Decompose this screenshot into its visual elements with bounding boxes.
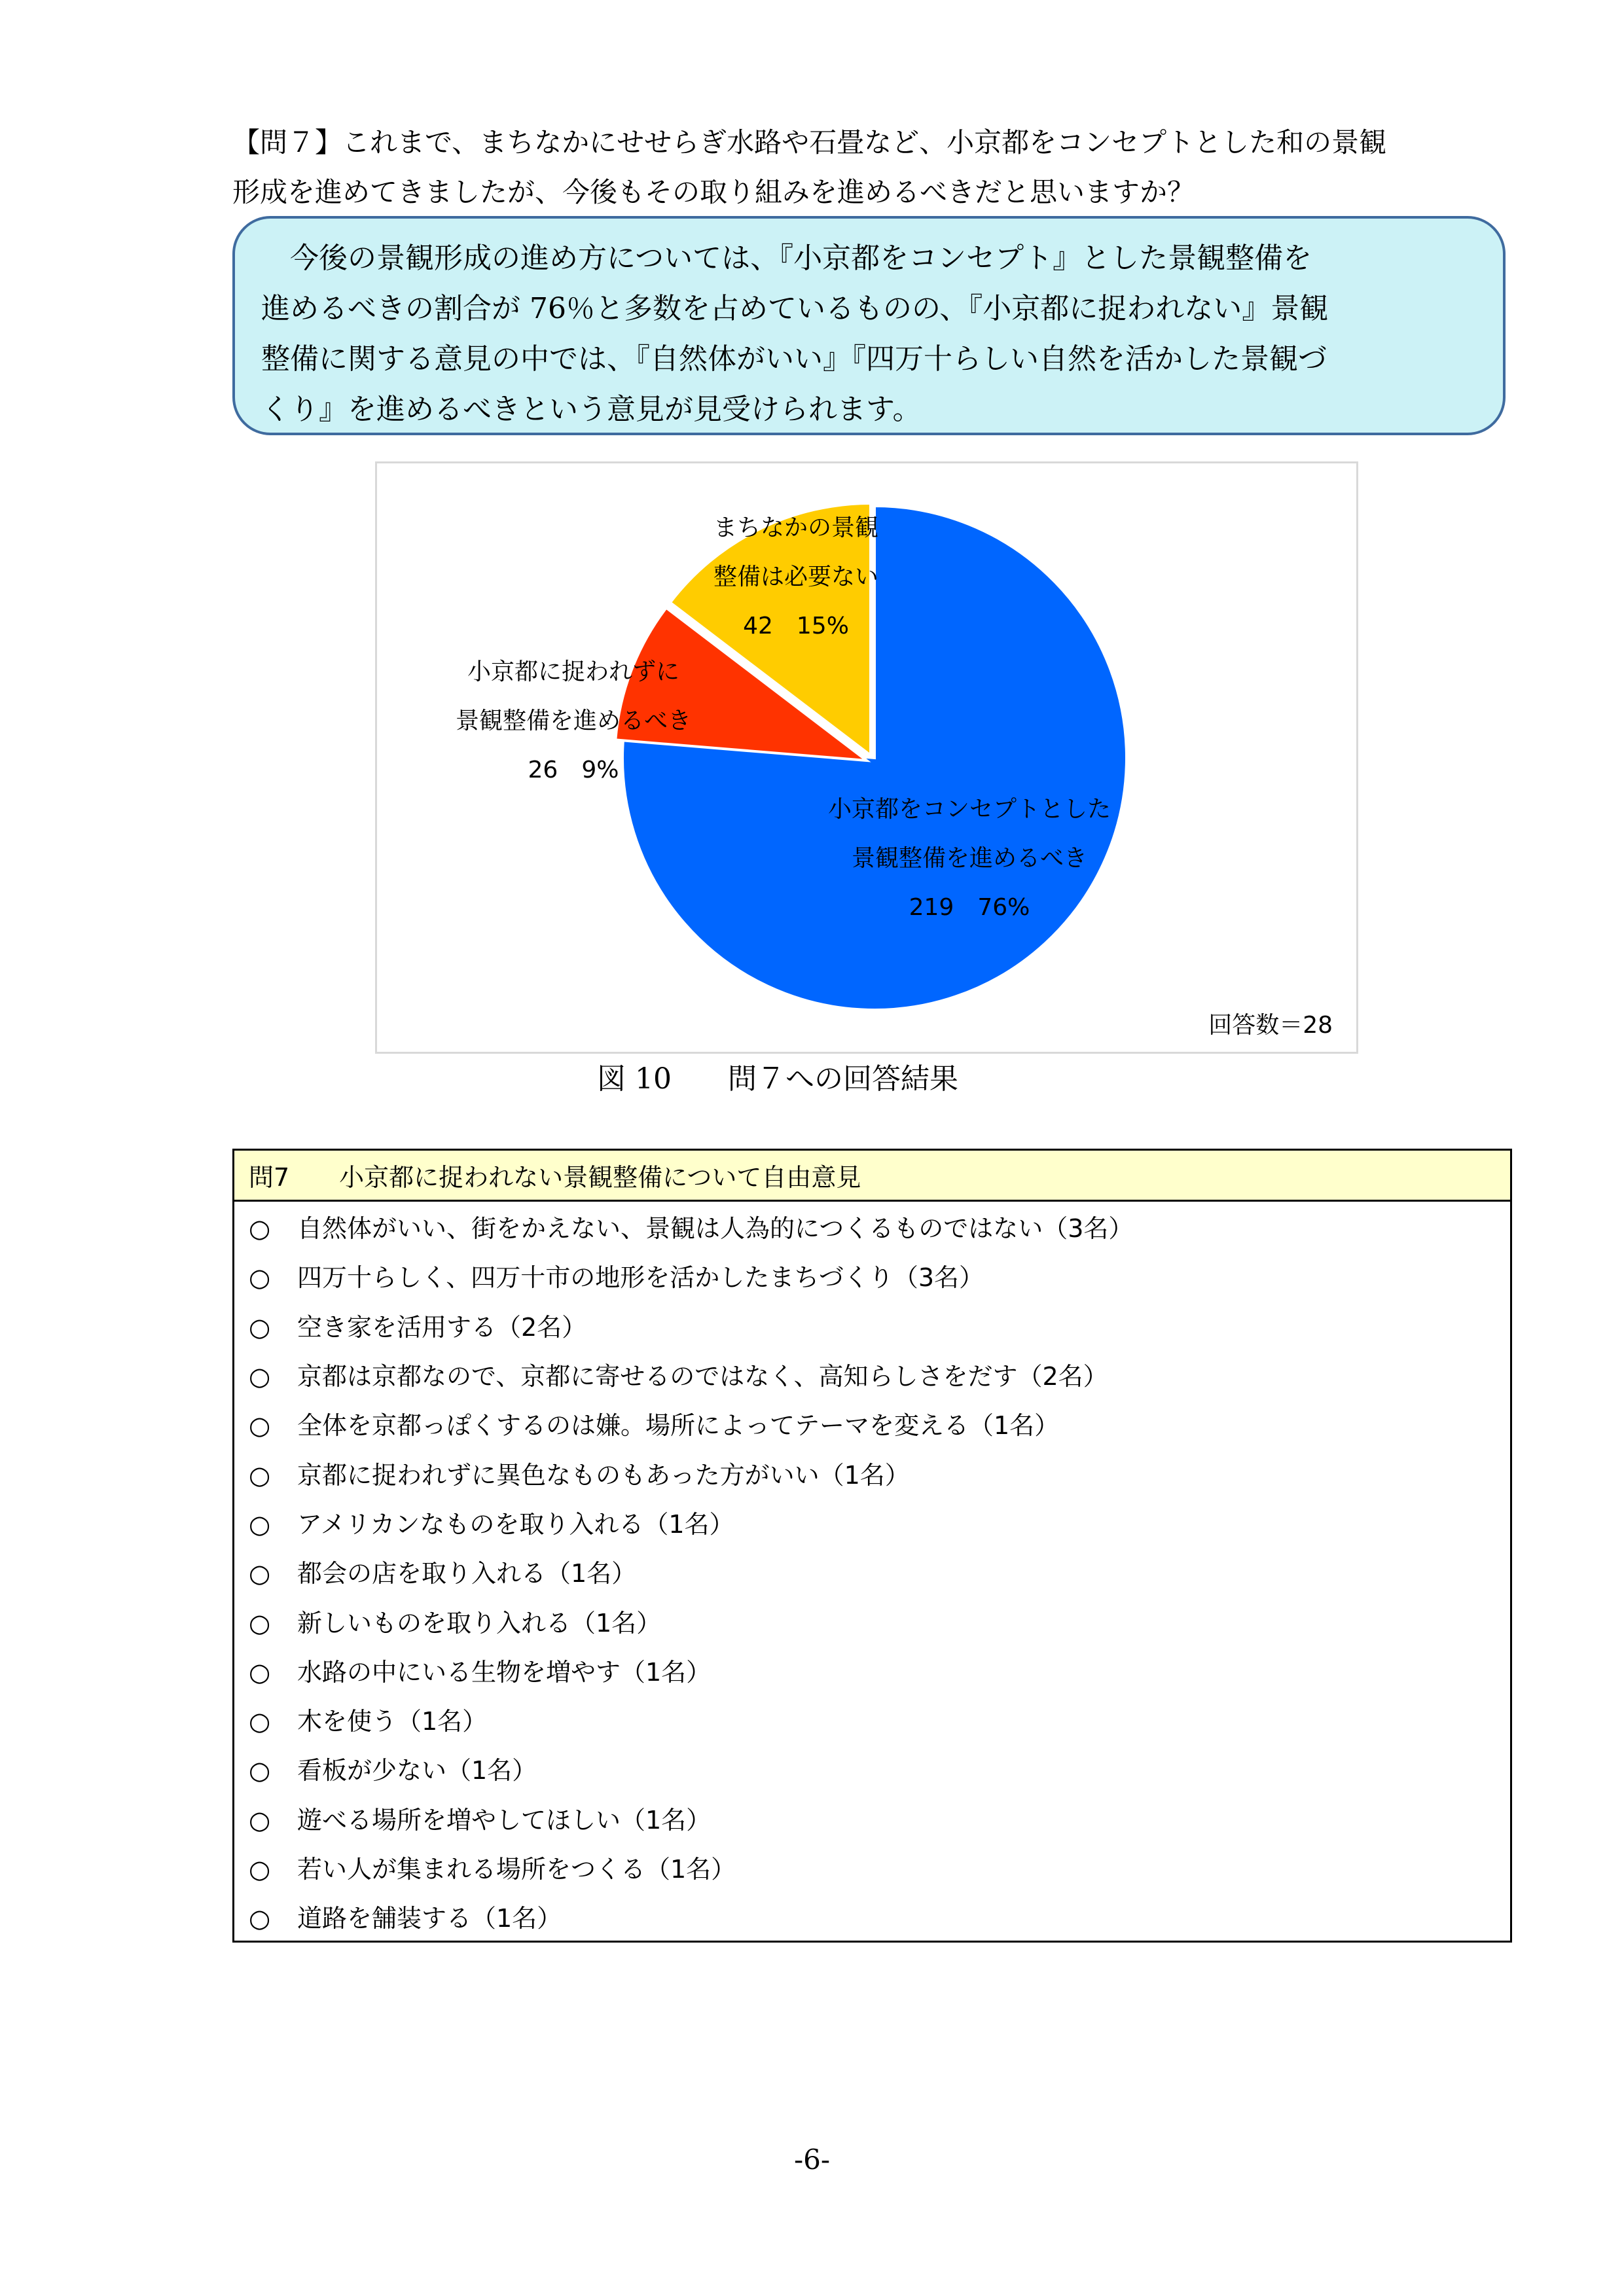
bullet-circle-icon: ○ [249,1362,271,1391]
opinions-header: 問7 小京都に捉われない景観整備について自由意見 [234,1150,1511,1201]
bullet-circle-icon: ○ [249,1805,271,1835]
summary-box [232,216,1506,435]
table-row [234,1842,1511,1892]
respondent-count: 回答数＝28 [1208,1012,1333,1039]
table-row [234,1498,1511,1547]
opinion-item [234,1695,1511,1744]
slice-label: 小京都をコンセプトとした [827,796,1111,823]
opinions-table [232,1149,1512,1943]
opinion-text: アメリカンなものを取り入れる（1名） [297,1509,734,1539]
opinion-item [234,1300,1511,1350]
bullet-circle-icon: ○ [249,1460,271,1490]
bullet-circle-icon: ○ [249,1657,271,1687]
bullet-circle-icon: ○ [249,1707,271,1736]
figure-number: 図 10 [597,1062,672,1096]
table-row [234,1448,1511,1497]
table-row [234,1251,1511,1300]
bullet-circle-icon: ○ [249,1756,271,1785]
opinion-item [234,1793,1511,1842]
opinion-text: 若い人が集まれる場所をつくる（1名） [297,1855,736,1884]
opinion-text: 四万十らしく、四万十市の地形を活かしたまちづくり（3名） [297,1263,984,1293]
opinion-text: 都会の店を取り入れる（1名） [297,1559,637,1588]
slice-label: 整備は必要ない [713,564,879,590]
table-row [234,1300,1511,1350]
pie-chart [375,461,1358,1054]
bullet-circle-icon: ○ [249,1559,271,1588]
opinion-item [234,1201,1511,1251]
opinion-text: 木を使う（1名） [297,1707,488,1736]
opinion-item [234,1350,1511,1399]
table-row [234,1547,1511,1596]
table-row [234,1793,1511,1842]
slice-label: 42 15% [743,613,849,639]
opinion-text: 全体を京都っぽくするのは嫌。場所によってテーマを変える（1名） [297,1411,1060,1441]
summary-line: 進めるべきの割合が 76％と多数を占めているものの、『小京都に捉われない』景観 [261,292,1329,325]
summary-line: くり』を進めるべきという意見が見受けられます。 [261,393,922,426]
opinion-item [234,1892,1511,1942]
slice-label: 景観整備を進めるべき [455,708,692,734]
table-row [234,1201,1511,1251]
table-row [234,1695,1511,1744]
summary-line: 整備に関する意見の中では、『自然体がいい』『四万十らしい自然を活かした景観づ [261,342,1327,376]
question-line: 形成を進めてきましたが、今後もその取り組みを進めるべきだと思いますか？ [232,176,1195,208]
opinion-text: 京都に捉われずに異色なものもあった方がいい（1名） [297,1460,910,1490]
opinion-item [234,1645,1511,1695]
bullet-circle-icon: ○ [249,1214,271,1244]
opinion-item [234,1448,1511,1497]
summary-line: 今後の景観形成の進め方については、『小京都をコンセプト』とした景観整備を [290,242,1312,275]
opinion-item [234,1399,1511,1448]
bullet-circle-icon: ○ [249,1411,271,1441]
opinion-text: 空き家を活用する（2名） [297,1312,587,1342]
question-text [232,118,1515,217]
slice-label: 26 9% [528,757,619,783]
bullet-circle-icon: ○ [249,1312,271,1342]
page-number: -6- [793,2144,831,2176]
opinion-text: 看板が少ない（1名） [297,1756,537,1785]
opinion-text: 京都は京都なので、京都に寄せるのではなく、高知らしさをだす（2名） [297,1362,1108,1391]
opinion-item [234,1744,1511,1793]
opinion-text: 自然体がいい、街をかえない、景観は人為的につくるものではない（3名） [297,1214,1134,1244]
opinion-item [234,1251,1511,1300]
table-row [234,1645,1511,1695]
slice-label: 小京都に捉われずに [467,658,680,685]
opinion-text: 道路を舗装する（1名） [297,1904,562,1933]
opinion-item [234,1547,1511,1596]
opinion-text: 遊べる場所を増やしてほしい（1名） [297,1805,712,1835]
pie-chart-svg [377,463,1356,1052]
slice-label: まちなかの景観 [713,514,879,541]
table-row [234,1892,1511,1942]
table-row [234,1596,1511,1645]
bullet-circle-icon: ○ [249,1904,271,1933]
opinion-item [234,1842,1511,1892]
bullet-circle-icon: ○ [249,1855,271,1884]
opinion-text: 水路の中にいる生物を増やす（1名） [297,1657,712,1687]
opinion-item [234,1596,1511,1645]
opinion-text: 新しいものを取り入れる（1名） [297,1608,662,1638]
table-row [234,1744,1511,1793]
figure-title: 問７への回答結果 [728,1062,958,1096]
table-row [234,1350,1511,1399]
bullet-circle-icon: ○ [249,1608,271,1638]
bullet-circle-icon: ○ [249,1263,271,1293]
table-row [234,1399,1511,1448]
opinion-item [234,1498,1511,1547]
slice-label: 219 76% [909,894,1030,921]
question-line: 【問７】これまで、まちなかにせせらぎ水路や石畳など、小京都をコンセプトとした和の景観 [232,126,1387,158]
slice-label: 景観整備を進めるべき [851,845,1088,872]
bullet-circle-icon: ○ [249,1509,271,1539]
